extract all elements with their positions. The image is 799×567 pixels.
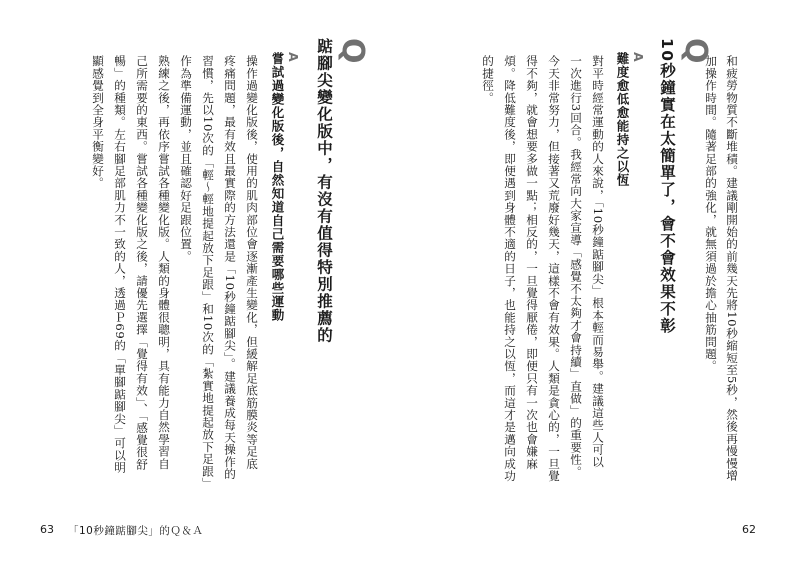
question-title: 10秒鐘實在太簡單了，會不會效果不彰 bbox=[658, 38, 676, 335]
paragraph-line: 熟練之後，再依序嘗試各種變化版。人類的身體很聰明，具有能力自然學習自 bbox=[157, 55, 171, 470]
question-letter: Q bbox=[335, 38, 370, 64]
question-letter: Q bbox=[678, 38, 713, 64]
paragraph-line: 作為準備運動，並且確認好足跟位置。 bbox=[179, 55, 193, 263]
paragraph-line: 加操作時間。隨著足部的強化，就無須過於擔心抽筋問題。 bbox=[704, 55, 718, 373]
paragraph-line: 顯感覺到全身平衡變好。 bbox=[91, 55, 105, 190]
paragraph-line: 的捷徑。 bbox=[481, 55, 495, 104]
paragraph-line: 操作過變化版後，使用的肌肉部位會逐漸產生變化，但緩解足底筋膜炎等足底 bbox=[245, 55, 259, 470]
answer-letter: A bbox=[286, 52, 301, 63]
paragraph-line: 今天非常努力，但接著又荒廢好幾天，這樣不會有效果。人類是貪心的，一旦覺 bbox=[547, 55, 561, 482]
paragraph-line: 得不夠，就會想要多做一點；相反的，一旦覺得厭倦，即便只有一次也會嫌麻 bbox=[525, 55, 539, 470]
answer-title: 難度愈低愈能持之以恆 bbox=[615, 52, 630, 187]
answer-heading bbox=[613, 52, 646, 187]
answer-letter: A bbox=[631, 52, 646, 63]
running-title: 「10秒鐘踮腳尖」的Ｑ＆Ａ bbox=[68, 525, 204, 537]
paragraph-line: 己所需要的東西。嘗試各種變化版之後，請優先選擇「覺得有效」、「感覺很舒 bbox=[135, 55, 149, 471]
paragraph-line: 和疲勞物質不斷堆積。建議剛開始的前幾天先將10秒縮短至5秒，然後再慢慢增 bbox=[725, 55, 739, 482]
page-number: 62 bbox=[742, 523, 756, 536]
paragraph-line: 對平時經常運動的人來說，「10秒鐘踮腳尖」根本輕而易舉。建議這些人可以 bbox=[591, 55, 605, 468]
answer-heading bbox=[268, 52, 301, 322]
paragraph-line: 一次進行3回合。我經常向大家宣導「感覺不太夠才會持續」直做」的重要性。 bbox=[569, 55, 583, 478]
paragraph-line: 習慣，先以10次的「輕～輕地提起放下足跟」和10次的「紮實地提起放下足跟」 bbox=[201, 55, 215, 490]
answer-title: 嘗試過變化版後，自然知道自己需要哪些運動 bbox=[270, 52, 285, 322]
question-heading bbox=[656, 38, 713, 335]
question-title: 踮腳尖變化版中，有沒有值得特別推薦的 bbox=[315, 38, 333, 344]
paragraph-line: 煩。降低難度後，即便遇到身體不適的日子，也能持之以恆，而這才是邁向成功 bbox=[503, 55, 517, 482]
page-number: 63 bbox=[40, 523, 54, 536]
paragraph-line: 暢」的種類。左右腳足部肌力不一致的人，透過Ｐ69的「單腳踮腳尖」可以明 bbox=[113, 55, 127, 474]
question-heading bbox=[313, 38, 370, 344]
paragraph-line: 疼痛問題，最有效且最實際的方法還是「10秒鐘踮腳尖」。建議養成每天操作的 bbox=[223, 55, 237, 480]
